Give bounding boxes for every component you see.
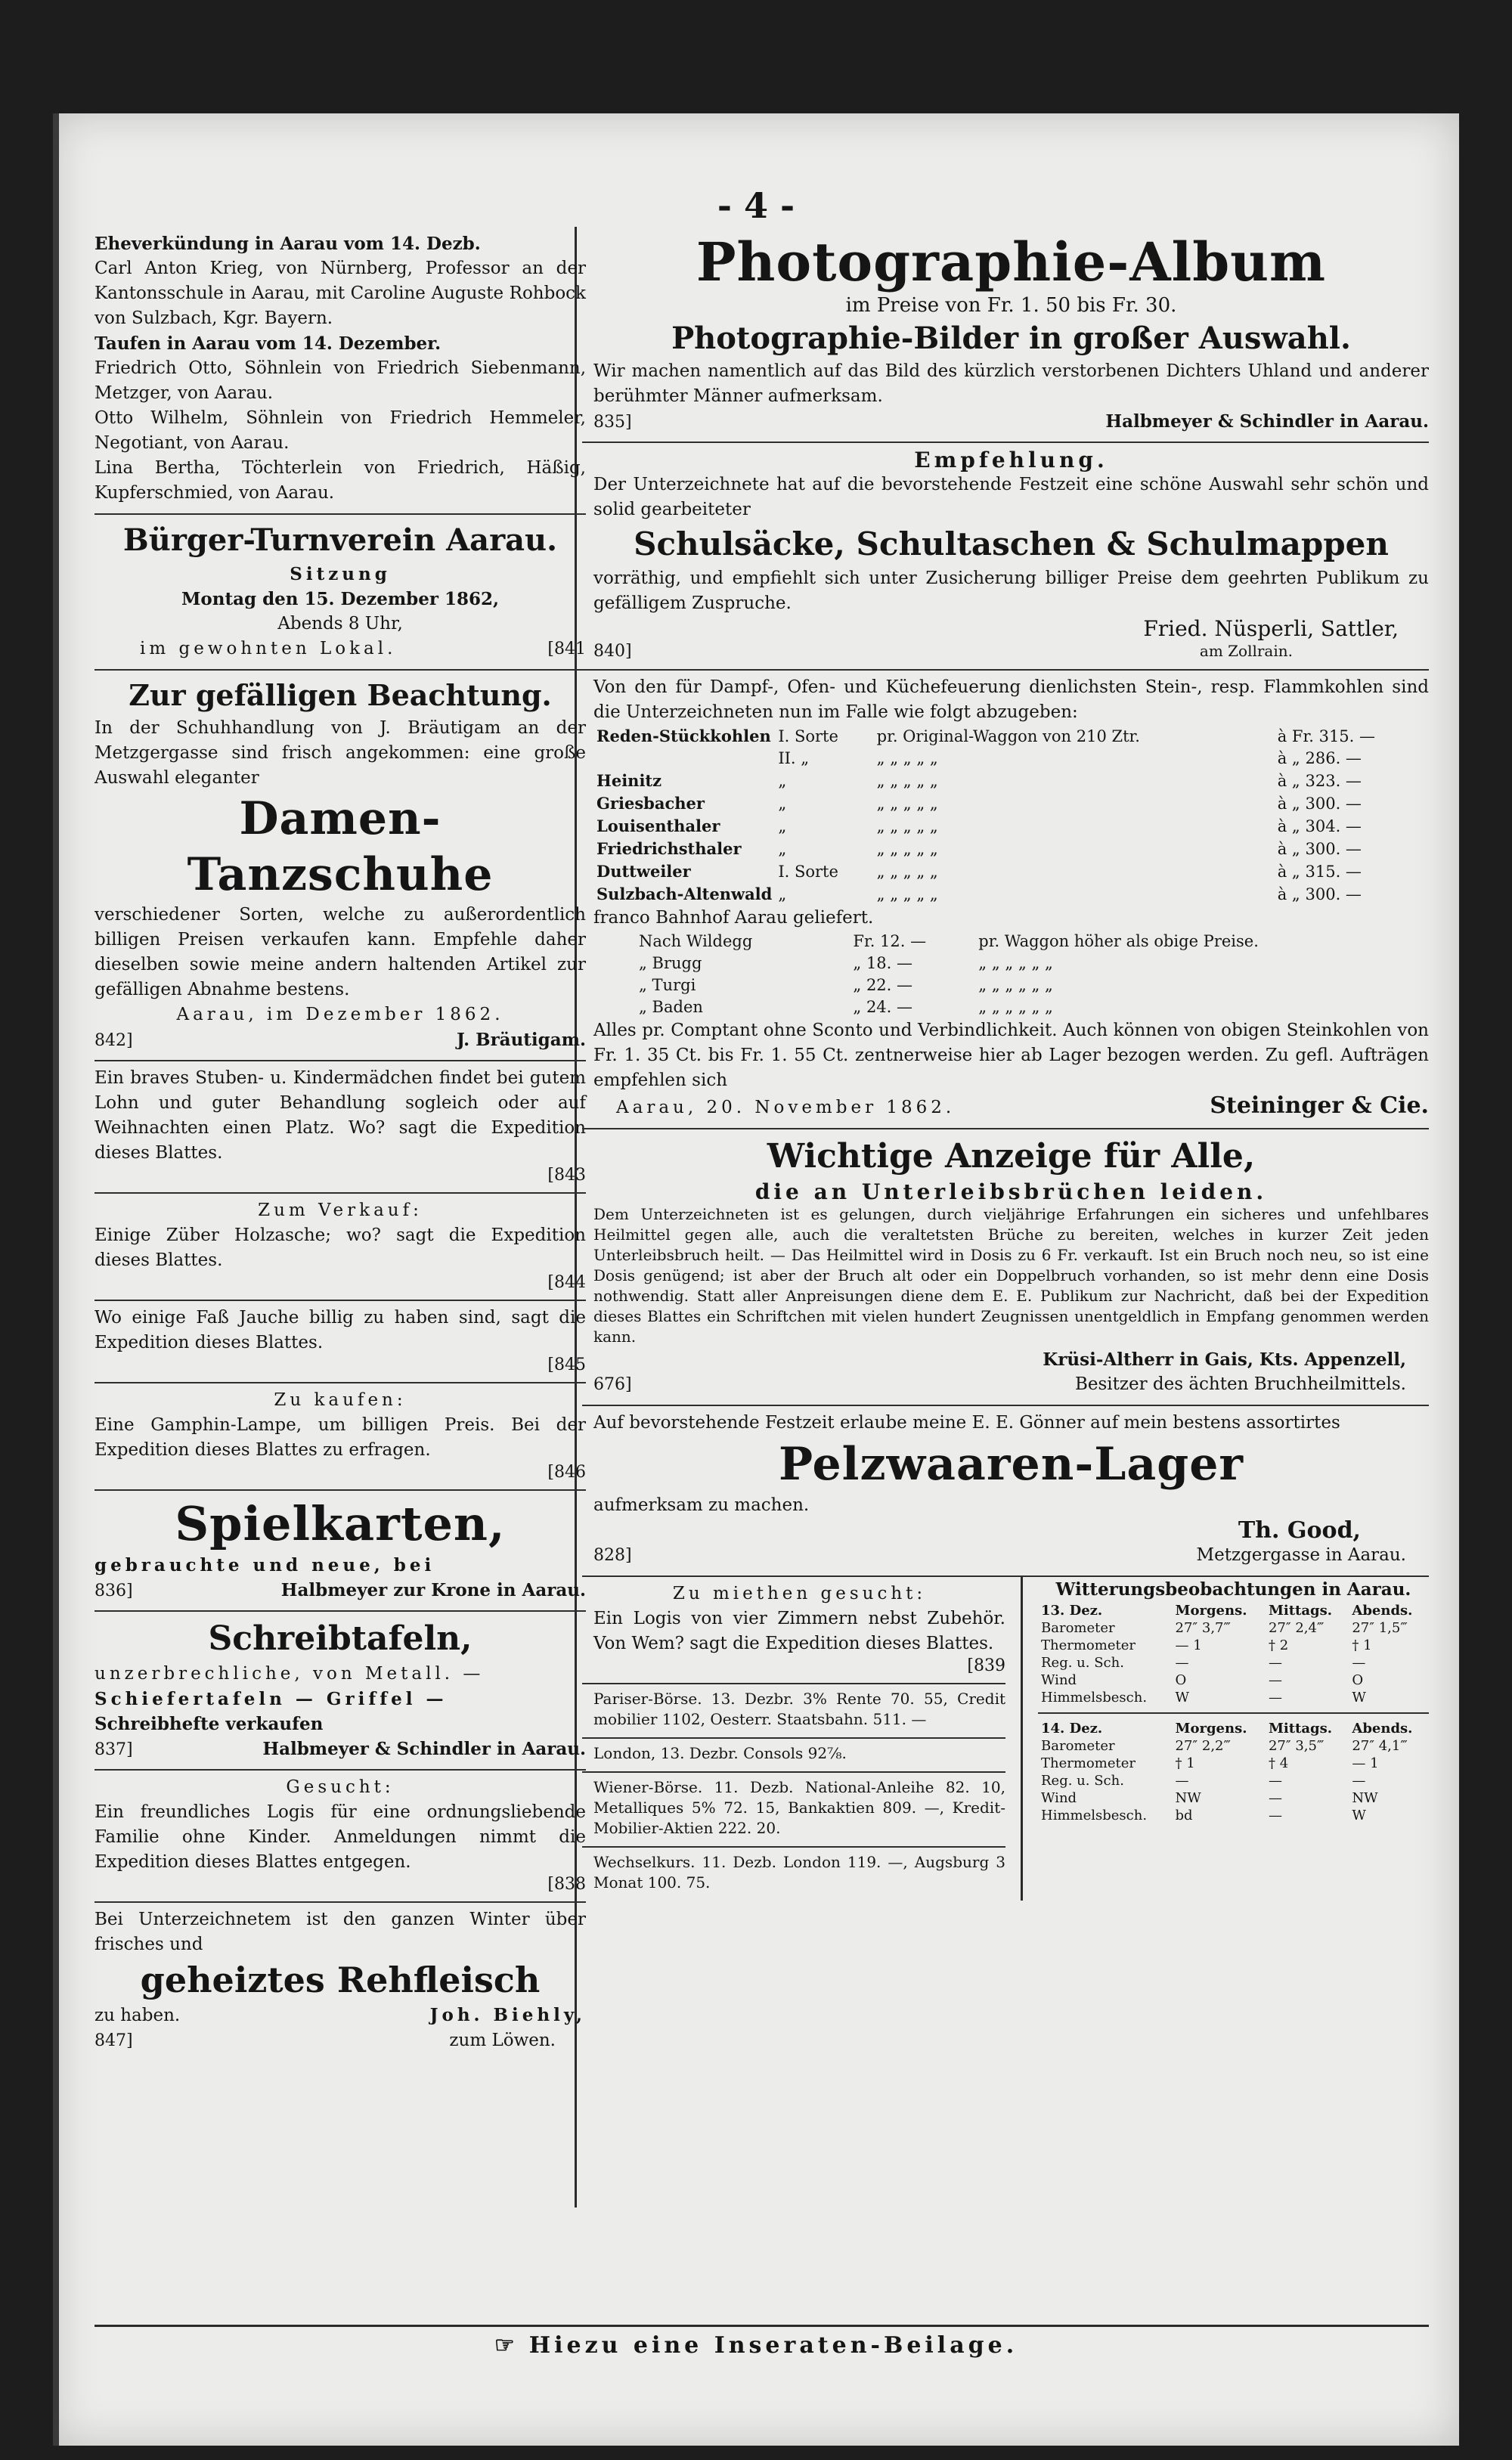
kohlen-name: Duttweiler — [596, 862, 691, 881]
turnverein-date: Montag den 15. Dezember 1862, — [181, 589, 500, 609]
weather-value: — — [1268, 1690, 1282, 1706]
boerse-item — [582, 1684, 1005, 1739]
left-column — [94, 227, 586, 2061]
miethen-text: Ein Logis von vier Zimmern nebst Zubehör. Von Wem? sagt die Expedition dieses Blattes. — [593, 1609, 1005, 1653]
weather-header-row — [1038, 1720, 1429, 1737]
weather-value: † 2 — [1268, 1637, 1289, 1653]
kohlen-sorte: „ — [778, 885, 787, 903]
ehe-text: Carl Anton Krieg, von Nürnberg, Professor an der Kantonsschule in Aarau, mit Caroline Auguste Rohbock von Sulzbach, Kgr. Bayern. — [94, 259, 586, 328]
kohlen-place-date: Aarau, 20. November 1862. — [616, 1098, 956, 1117]
weather-value: 27″ 3,5‴ — [1268, 1738, 1325, 1754]
ad-ref: 842] — [94, 1031, 133, 1050]
surcharge-price: „ 18. — — [853, 954, 913, 972]
album-text: Wir machen namentlich auf das Bild des kürzlich verstorbenen Dichters Uhland und anderer berühmter Männer aufmerksam. — [593, 361, 1429, 406]
turnverein-ad — [94, 515, 586, 671]
weather-row — [1038, 1789, 1429, 1807]
ad-ref: 835] — [593, 413, 632, 432]
weather-label: Reg. u. Sch. — [1041, 1655, 1124, 1671]
kohlen-price: à „ 300. — — [1277, 885, 1362, 903]
stubenmaedchen-text: Ein braves Stuben- u. Kindermädchen findet bei gutem Lohn und guter Behandlung sogleich oder auf Weihnachten einen Platz. Wo? sagt die Expedition dieses Blattes. — [94, 1068, 586, 1163]
footer-text: Hiezu eine Inseraten-Beilage. — [528, 2332, 1018, 2359]
kohlen-desc: „ „ „ „ „ — [876, 795, 938, 813]
newspaper-page — [53, 113, 1459, 2446]
ad-ref: [839 — [967, 1656, 1005, 1675]
surcharge-place: „ Turgi — [639, 976, 696, 994]
weather-col-header: Mittags. — [1268, 1721, 1333, 1737]
album-sign: Halbmeyer & Schindler in Aarau. — [1105, 411, 1429, 432]
page-edge-shadow — [53, 113, 59, 2446]
weather-value: — 1 — [1175, 1637, 1202, 1653]
kohlen-price: à „ 323. — — [1277, 772, 1362, 790]
boerse-text: London, 13. Dezbr. Consols 92⅞. — [593, 1744, 847, 1762]
weather-header-row — [1038, 1602, 1429, 1619]
beachtung-intro: In der Schuhhandlung von J. Bräutigam an der Metzgergasse sind frisch angekommen: eine große Auswahl eleganter — [94, 718, 586, 788]
weather-value: bd — [1175, 1808, 1193, 1823]
kohlen-desc: „ „ „ „ „ — [876, 863, 938, 881]
weather-value: — — [1175, 1655, 1189, 1671]
taufen-item: Friedrich Otto, Söhnlein von Friedrich Siebenmann, Metzger, von Aarau. — [94, 358, 586, 403]
album-ad — [582, 227, 1429, 443]
weather-value: 27″ 2,4‴ — [1268, 1620, 1325, 1636]
spielkarten-title: Spielkarten, — [175, 1496, 506, 1551]
weather-value: — — [1175, 1773, 1189, 1789]
weather-row — [1038, 1689, 1429, 1706]
weather-value: 27″ 4,1‴ — [1352, 1738, 1408, 1754]
miethen-heading: Zu miethen gesucht: — [672, 1584, 927, 1603]
empfehlung-sign: Fried. Nüsperli, Sattler, — [1143, 616, 1399, 641]
weather-value: 27″ 3,7‴ — [1175, 1620, 1231, 1636]
weather-value: — — [1352, 1655, 1366, 1671]
kohlen-row — [593, 883, 1429, 906]
weather-row — [1038, 1637, 1429, 1654]
pointing-hand-icon: ☞ — [494, 2332, 519, 2359]
kohlen-price: à „ 304. — — [1277, 817, 1362, 835]
kohlen-sorte: II. „ — [778, 749, 810, 767]
kohlen-sorte: „ — [778, 772, 787, 790]
weather-value: — — [1268, 1790, 1282, 1806]
weather-label: Thermometer — [1041, 1755, 1136, 1771]
surcharge-desc: „ „ „ „ „ „ — [978, 998, 1053, 1016]
schreibtafeln-title: Schreibtafeln, — [208, 1619, 472, 1658]
empfehlung-intro: Der Unterzeichnete hat auf die bevorstehende Festzeit eine schöne Auswahl sehr schön und solid gearbeiteter — [593, 475, 1429, 519]
surcharge-desc: „ „ „ „ „ „ — [978, 976, 1053, 994]
weather-day: 13. Dez. — [1041, 1603, 1103, 1619]
beachtung-ad — [94, 671, 586, 1061]
kohlen-franco: franco Bahnhof Aarau geliefert. — [593, 908, 874, 928]
weather-label: Thermometer — [1041, 1637, 1136, 1653]
rehfleisch-ad — [94, 1903, 586, 2061]
anzeige-sign: Krüsi-Altherr in Gais, Kts. Appenzell, — [1043, 1349, 1406, 1370]
ad-ref: 847] — [94, 2031, 133, 2050]
kohlen-name: Griesbacher — [596, 794, 705, 813]
beachtung-product: Damen-Tanzschuhe — [187, 792, 494, 901]
empfehlung-ad — [582, 443, 1429, 671]
ad-ref: [841 — [547, 640, 586, 658]
surcharge-price: „ 22. — — [853, 976, 913, 994]
kohlen-ad — [582, 671, 1429, 1129]
surcharge-place: „ Baden — [639, 998, 703, 1016]
surcharge-row — [593, 931, 1429, 953]
kohlen-sorte: „ — [778, 840, 787, 858]
jauche-text: Wo einige Faß Jauche billig zu haben sind, sagt die Expedition dieses Blattes. — [94, 1308, 586, 1352]
weather-col-header: Mittags. — [1268, 1603, 1333, 1619]
boerse-text: Pariser-Börse. 13. Dezbr. 3% Rente 70. 55, Credit mobilier 1102, Oesterr. Staatsbahn. 511. — — [593, 1690, 1005, 1728]
spielkarten-line: gebrauchte und neue, bei — [94, 1555, 435, 1575]
weather-value: — 1 — [1352, 1755, 1379, 1771]
surcharge-place: „ Brugg — [639, 954, 702, 972]
weather-value: NW — [1175, 1790, 1201, 1806]
weather-value: W — [1352, 1690, 1366, 1706]
boerse-item — [582, 1739, 1005, 1773]
kohlen-row — [593, 725, 1429, 748]
schreibtafeln-ad — [94, 1612, 586, 1771]
album-title: Photographie-Album — [696, 231, 1327, 293]
ad-ref: 828] — [593, 1546, 632, 1565]
bottom-section — [582, 1577, 1429, 1901]
ehe-heading: Eheverkündung in Aarau vom 14. Dezb. — [94, 234, 481, 254]
kohlen-desc: „ „ „ „ „ — [876, 749, 938, 767]
gesucht-text: Ein freundliches Logis für eine ordnungsliebende Familie ohne Kinder. Anmeldungen nimmt die Expedition dieses Blattes entgegen. — [94, 1802, 586, 1872]
schreibtafeln-line: Schreibhefte verkaufen — [94, 1714, 324, 1734]
rehfleisch-sign2: zum Löwen. — [449, 2031, 556, 2050]
spielkarten-sign: Halbmeyer zur Krone in Aarau. — [280, 1580, 586, 1600]
weather-value: † 4 — [1268, 1755, 1289, 1771]
kaufen-heading: Zu kaufen: — [274, 1390, 407, 1410]
boerse-item — [582, 1848, 1005, 1901]
weather-table — [1038, 1720, 1429, 1824]
verkauf-ad — [94, 1194, 586, 1301]
kohlen-desc: „ „ „ „ „ — [876, 817, 938, 835]
beachtung-place-date: Aarau, im Dezember 1862. — [176, 1005, 504, 1024]
weather-table — [1038, 1602, 1429, 1706]
weather-row — [1038, 1772, 1429, 1789]
ad-ref: [845 — [547, 1355, 586, 1374]
pelz-sign2: Metzgergasse in Aarau. — [1196, 1545, 1406, 1565]
taufen-item: Otto Wilhelm, Söhnlein von Friedrich Hemmeler, Negotiant, von Aarau. — [94, 408, 586, 453]
bottom-left-subcolumn — [582, 1577, 1005, 1901]
weather-row — [1038, 1737, 1429, 1755]
weather-label: Barometer — [1041, 1620, 1115, 1636]
boerse-item — [582, 1773, 1005, 1848]
ehe-notice — [94, 227, 586, 515]
weather-col-header: Abends. — [1352, 1721, 1413, 1737]
empfehlung-text: vorräthig, und empfiehlt sich unter Zusicherung billiger Preise dem geehrten Publikum zu gefälligem Zuspruche. — [593, 569, 1429, 613]
gesucht-heading: Gesucht: — [286, 1777, 395, 1797]
album-subtitle: Photographie-Bilder in großer Auswahl. — [671, 321, 1351, 356]
boerse-text: Wechselkurs. 11. Dezb. London 119. —, Augsburg 3 Monat 100. 75. — [593, 1853, 1005, 1891]
surcharge-row — [593, 974, 1429, 996]
stubenmaedchen-ad — [94, 1061, 586, 1194]
weather-col-header: Abends. — [1352, 1603, 1413, 1619]
kohlen-name: Sulzbach-Altenwald — [596, 885, 773, 903]
kohlen-name — [593, 748, 775, 770]
ad-ref: [844 — [547, 1273, 586, 1292]
kohlen-desc: „ „ „ „ „ — [876, 840, 938, 858]
taufen-heading: Taufen in Aarau vom 14. Dezember. — [94, 333, 442, 354]
kohlen-price: à „ 300. — — [1277, 840, 1362, 858]
kohlen-price: à Fr. 315. — — [1277, 727, 1376, 745]
beachtung-text: verschiedener Sorten, welche zu außerordentlich billigen Preisen verkaufen kann. Empfehle daher dieselben sowie meine andern haltenden Artikel zur gefälligen Abnahme bestens. — [94, 905, 586, 999]
kohlen-row — [593, 815, 1429, 838]
rehfleisch-intro: Bei Unterzeichnetem ist den ganzen Winter über frisches und — [94, 1910, 586, 1954]
kohlen-sorte: „ — [778, 795, 787, 813]
weather-value: — — [1268, 1808, 1282, 1823]
kohlen-price-table — [593, 725, 1429, 906]
ad-ref: 676] — [593, 1375, 632, 1394]
kohlen-name: Louisenthaler — [596, 816, 720, 835]
weather-row — [1038, 1671, 1429, 1689]
page-number: - 4 - — [717, 185, 795, 226]
verkauf-text: Einige Züber Holzasche; wo? sagt die Expedition dieses Blattes. — [94, 1225, 586, 1270]
surcharge-place: Nach Wildegg — [639, 932, 753, 950]
schreibtafeln-line: Schiefertafeln — Griffel — — [94, 1689, 448, 1709]
weather-col-header: Morgens. — [1175, 1603, 1247, 1619]
kohlen-price: à „ 286. — — [1277, 749, 1362, 767]
turnverein-place: im gewohnten Lokal. — [140, 639, 397, 658]
kohlen-desc: pr. Original-Waggon von 210 Ztr. — [876, 727, 1140, 745]
sub-divider — [1021, 1577, 1023, 1901]
weather-value: W — [1175, 1690, 1190, 1706]
rehfleisch-line: zu haben. — [94, 2006, 181, 2025]
weather-divider — [1038, 1712, 1429, 1714]
footer-rule — [94, 2325, 1429, 2327]
kohlen-price: à „ 315. — — [1277, 863, 1362, 881]
turnverein-time: Abends 8 Uhr, — [277, 614, 403, 634]
surcharge-row — [593, 996, 1429, 1018]
weather-label: Himmelsbesch. — [1041, 1808, 1148, 1823]
ad-ref: [846 — [547, 1463, 586, 1482]
pelz-ad — [582, 1406, 1429, 1577]
spielkarten-ad — [94, 1491, 586, 1612]
weather-value: 27″ 1,5‴ — [1352, 1620, 1408, 1636]
weather-days — [1038, 1602, 1429, 1824]
pelz-sign: Th. Good, — [1238, 1517, 1361, 1544]
kohlen-desc: „ „ „ „ „ — [876, 772, 938, 790]
surcharge-price: Fr. 12. — — [853, 932, 927, 950]
weather-label: Himmelsbesch. — [1041, 1690, 1148, 1706]
ad-ref: [843 — [547, 1166, 586, 1185]
kohlen-row — [593, 792, 1429, 815]
rehfleisch-sign: Joh. Biehly, — [429, 2005, 586, 2025]
kohlen-text: Alles pr. Comptant ohne Sconto und Verbindlichkeit. Auch können von obigen Steinkohlen von Fr. 1. 35 Ct. bis Fr. 1. 55 Ct. zentnerweise hier ab Lager bezogen werden. Zu gefl. Aufträgen empfehlen sich — [593, 1021, 1429, 1090]
kohlen-sorte: „ — [778, 817, 787, 835]
surcharge-row — [593, 953, 1429, 974]
empfehlung-sign2: am Zollrain. — [1199, 642, 1293, 660]
weather-value: 27″ 2,2‴ — [1175, 1738, 1231, 1754]
kohlen-price: à „ 300. — — [1277, 795, 1362, 813]
beachtung-sign: J. Bräutigam. — [457, 1030, 586, 1050]
empfehlung-product: Schulsäcke, Schultaschen & Schulmappen — [634, 525, 1389, 562]
schreibtafeln-sign: Halbmeyer & Schindler in Aarau. — [262, 1739, 586, 1759]
kohlen-surcharge-table — [593, 931, 1429, 1018]
kohlen-row — [593, 860, 1429, 883]
taufen-item: Lina Bertha, Töchterlein von Friedrich, Häßig, Kupferschmied, von Aarau. — [94, 458, 586, 503]
turnverein-title: Bürger-Turnverein Aarau. — [122, 522, 558, 558]
jauche-ad — [94, 1301, 586, 1383]
boerse-text: Wiener-Börse. 11. Dezb. National-Anleihe 82. 10, Metalliques 5% 72. 15, Bankaktien 809. —, Kredit-Mobilier-Aktien 222. 20. — [593, 1778, 1005, 1837]
surcharge-desc: pr. Waggon höher als obige Preise. — [978, 932, 1259, 950]
empfehlung-heading: Empfehlung. — [914, 448, 1108, 472]
weather-row — [1038, 1807, 1429, 1824]
pelz-text: aufmerksam zu machen. — [593, 1495, 810, 1515]
weather-value: NW — [1352, 1790, 1378, 1806]
weather-value: — — [1268, 1773, 1282, 1789]
kohlen-sign: Steininger & Cie. — [1210, 1092, 1429, 1119]
anzeige-subtitle: die an Unterleibsbrüchen leiden. — [754, 1179, 1268, 1204]
kaufen-text: Eine Gamphin-Lampe, um billigen Preis. Bei der Expedition dieses Blattes zu erfragen. — [94, 1415, 586, 1460]
kohlen-row — [593, 770, 1429, 792]
pelz-title: Pelzwaaren-Lager — [778, 1438, 1244, 1491]
verkauf-heading: Zum Verkauf: — [258, 1201, 423, 1220]
ad-ref: 840] — [593, 642, 632, 661]
weather-box — [1038, 1577, 1429, 1901]
weather-value: O — [1352, 1672, 1364, 1688]
kohlen-name: Reden-Stückkohlen — [596, 727, 771, 745]
kohlen-sorte: I. Sorte — [778, 863, 838, 881]
ad-ref: [838 — [547, 1875, 586, 1894]
footer — [53, 2332, 1459, 2359]
weather-value: — — [1352, 1773, 1366, 1789]
anzeige-title: Wichtige Anzeige für Alle, — [767, 1137, 1256, 1176]
kohlen-row — [593, 838, 1429, 860]
kohlen-sorte: I. Sorte — [778, 727, 838, 745]
rehfleisch-title: geheiztes Rehfleisch — [140, 1960, 541, 2000]
weather-label: Reg. u. Sch. — [1041, 1773, 1124, 1789]
weather-label: Barometer — [1041, 1738, 1115, 1754]
surcharge-price: „ 24. — — [853, 998, 913, 1016]
kaufen-ad — [94, 1383, 586, 1491]
kohlen-desc: „ „ „ „ „ — [876, 885, 938, 903]
anzeige-ad — [582, 1129, 1429, 1406]
weather-row — [1038, 1654, 1429, 1671]
ad-ref: 836] — [94, 1582, 133, 1600]
weather-title: Witterungsbeobachtungen in Aarau. — [1055, 1579, 1411, 1600]
weather-value: O — [1175, 1672, 1187, 1688]
pelz-intro: Auf bevorstehende Festzeit erlaube meine E. E. Gönner auf mein bestens assortirtes — [593, 1413, 1340, 1433]
anzeige-sign2: Besitzer des ächten Bruchheilmittels. — [1074, 1374, 1406, 1394]
weather-value: — — [1268, 1655, 1282, 1671]
kohlen-row — [593, 748, 1429, 770]
weather-day: 14. Dez. — [1041, 1721, 1103, 1737]
gesucht-ad — [94, 1771, 586, 1903]
schreibtafeln-line: unzerbrechliche, von Metall. — — [94, 1664, 485, 1684]
weather-value: † 1 — [1175, 1755, 1195, 1771]
weather-label: Wind — [1041, 1790, 1077, 1806]
right-column — [582, 227, 1429, 1901]
album-price: im Preise von Fr. 1. 50 bis Fr. 30. — [845, 294, 1177, 317]
kohlen-intro: Von den für Dampf-, Ofen- und Küchefeuerung dienlichsten Stein-, resp. Flammkohlen sind die Unterzeichneten nun im Falle wie folgt abzugeben: — [593, 677, 1429, 722]
weather-row — [1038, 1755, 1429, 1772]
kohlen-name: Friedrichsthaler — [596, 839, 742, 858]
beachtung-title: Zur gefälligen Beachtung. — [129, 678, 552, 712]
surcharge-desc: „ „ „ „ „ „ — [978, 954, 1053, 972]
ad-ref: 837] — [94, 1740, 133, 1759]
weather-row — [1038, 1619, 1429, 1637]
weather-label: Wind — [1041, 1672, 1077, 1688]
turnverein-sub: Sitzung — [290, 564, 391, 584]
miethen-ad — [582, 1577, 1005, 1684]
weather-value: W — [1352, 1808, 1366, 1823]
weather-value: † 1 — [1352, 1637, 1372, 1653]
anzeige-text: Dem Unterzeichneten ist es gelungen, durch vieljährige Erfahrungen ein sicheres und unfehlbares Heilmittel gegen alle, auch die veraltetsten Brüche zu bereiten, welches in kurzer Zeit jeden Unterleibsbruch heilt. — Das Heilmittel wird in Dosis zu 6 Fr. verkauft. Ist ein Bruch noch neu, so ist eine Dosis genügend; ist aber der Bruch alt oder ein Doppelbruch vorhanden, so ist mehr denn eine Dosis nothwendig. Statt aller Anpreisungen diene dem E. E. Publikum zur Nachricht, daß bei der Expedition dieses Blattes ein Schriftchen mit vielen hundert Zeugnissen unentgeldlich in Empfang genommen werden kann. — [593, 1205, 1429, 1346]
weather-value: — — [1268, 1672, 1282, 1688]
kohlen-name: Heinitz — [596, 771, 662, 790]
weather-col-header: Morgens. — [1175, 1721, 1247, 1737]
